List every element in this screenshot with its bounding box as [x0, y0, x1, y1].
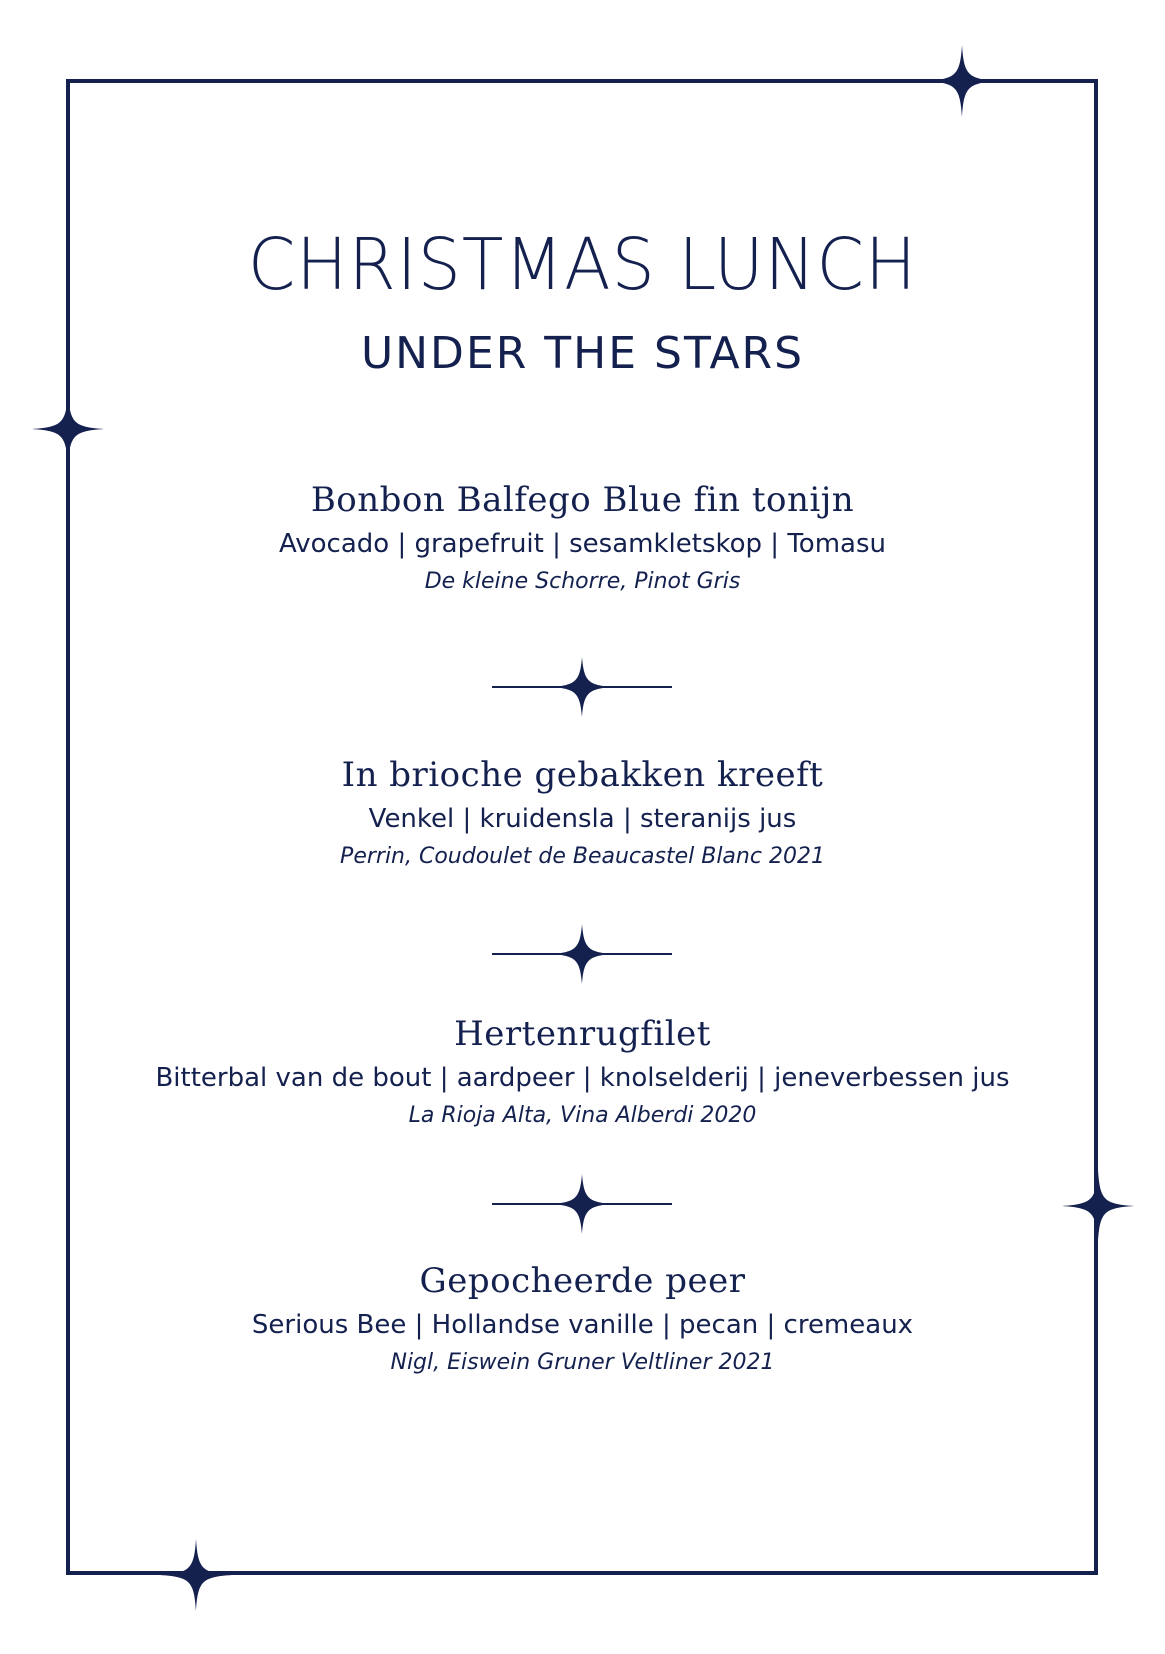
menu-title: CHRISTMAS LUNCH — [247, 224, 918, 307]
divider-sparkle-icon — [492, 1172, 672, 1236]
course-item — [0, 1012, 1165, 1132]
course-item — [0, 478, 1165, 598]
divider-sparkle-icon — [492, 655, 672, 719]
sparkle-icon — [32, 393, 104, 465]
menu-subtitle: UNDER THE STARS — [360, 328, 805, 379]
course-name: Gepocheerde peer — [419, 1261, 746, 1301]
divider-sparkle-icon — [492, 922, 672, 986]
sparkle-icon — [160, 1539, 232, 1611]
course-name: In brioche gebakken kreeft — [341, 755, 824, 795]
course-wine: Nigl, Eiswein Gruner Veltliner 2021 — [390, 1350, 775, 1375]
sparkle-icon — [1062, 1170, 1134, 1242]
course-wine: Perrin, Coudoulet de Beaucastel Blanc 2021 — [340, 844, 825, 869]
course-description: Avocado | grapefruit | sesamkletskop | Tomasu — [279, 529, 886, 559]
course-item — [0, 753, 1165, 873]
course-name: Hertenrugfilet — [454, 1014, 711, 1054]
course-description: Serious Bee | Hollandse vanille | pecan | cremeaux — [251, 1310, 914, 1340]
course-wine: De kleine Schorre, Pinot Gris — [424, 569, 741, 594]
course-wine: La Rioja Alta, Vina Alberdi 2020 — [408, 1103, 757, 1128]
course-description: Bitterbal van de bout | aardpeer | knolselderij | jeneverbessen jus — [155, 1063, 1010, 1093]
sparkle-icon — [926, 45, 998, 117]
course-description: Venkel | kruidensla | steranijs jus — [368, 804, 797, 834]
course-name: Bonbon Balfego Blue fin tonijn — [310, 480, 855, 520]
course-item — [0, 1259, 1165, 1379]
